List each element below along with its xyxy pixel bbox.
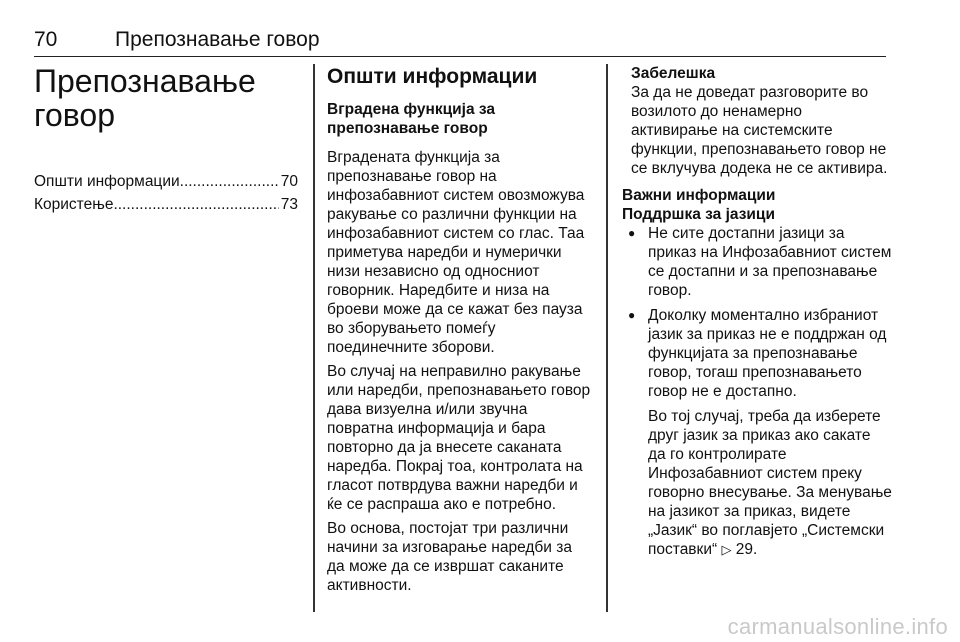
- middle-column: [327, 64, 591, 600]
- body-paragraph: Во случај на неправилно ракување или наредби, препознавањето говор дава визуелна и/или звучна повратна информација и бара повторно да ја внесете саканата наредба. Покрај тоа, контролата на гласот потврдува важни наредби и ќе се распраша ако е потребно.: [327, 363, 591, 513]
- running-title: Препознавање говор: [115, 28, 320, 51]
- chapter-title: Препознавање говор: [34, 63, 256, 133]
- section-title: Општи информации: [327, 65, 538, 88]
- table-of-contents: [34, 172, 298, 215]
- toc-leader-dots: [180, 172, 279, 192]
- page-reference-arrow-icon: ▷: [721, 542, 732, 557]
- bullet-continuation-text: Во тој случај, треба да изберете друг јазик за приказ ако сакате да го контролирате Инфозабавниот систем преку говорно внесување. За менување на јазикот за приказ, видете „Јазик“ во поглавјето „Системски поставки“: [648, 408, 892, 558]
- page-number: 70: [34, 28, 58, 51]
- bullet-continuation: [622, 407, 892, 559]
- note-text: За да не доведат разговорите во возилото до ненамерно активирање на системските функции, препознавањето говор не се вклучува додека не се активира.: [631, 84, 888, 177]
- left-column: [34, 64, 298, 218]
- note-label: Забелешка: [631, 65, 716, 82]
- page-header: [34, 24, 886, 57]
- toc-item[interactable]: [34, 172, 298, 192]
- language-support-heading: Поддршка за јазици: [622, 206, 775, 223]
- column-divider: [313, 64, 315, 612]
- toc-item[interactable]: [34, 195, 298, 215]
- right-column: [622, 64, 892, 559]
- toc-item-label: Користење: [34, 196, 114, 213]
- column-divider: [606, 64, 608, 612]
- watermark: carmanualsonline.info: [727, 614, 948, 639]
- toc-leader-dots: [113, 195, 278, 215]
- body-paragraph: Во основа, постојат три различни начини за изговарање наредби за да може да се извршат саканите активности.: [327, 520, 572, 594]
- body-paragraph: Вградената функција за препознавање говор на инфозабавниот систем овозможува ракување со различни функции на инфозабавниот систем со глас. Таа приметува наредби и нумерички низи независно од односниот говорник. Наредбите и низа на броеви може да се кажат без пауза во зборувањето помеѓу поединечните зборови.: [327, 149, 585, 356]
- bullet-item: ● Доколку моментално избраниот јазик за приказ не е поддржан од функцијата за препознавање говор, тогаш препознавањето говор не е достапно.: [622, 306, 892, 401]
- toc-item-label: Општи информации: [34, 173, 180, 190]
- important-info-heading: Важни информации: [622, 187, 776, 204]
- page-reference[interactable]: 29.: [735, 541, 758, 558]
- toc-item-page: 70: [280, 173, 298, 190]
- toc-item-page: 73: [280, 196, 298, 213]
- bullet-list: [622, 224, 892, 401]
- bullet-item: ● Не сите достапни јазици за приказ на Инфозабавниот систем се достапни и за препознавање говор.: [622, 224, 892, 300]
- subsection-title: Вградена функција за препознавање говор: [327, 101, 495, 137]
